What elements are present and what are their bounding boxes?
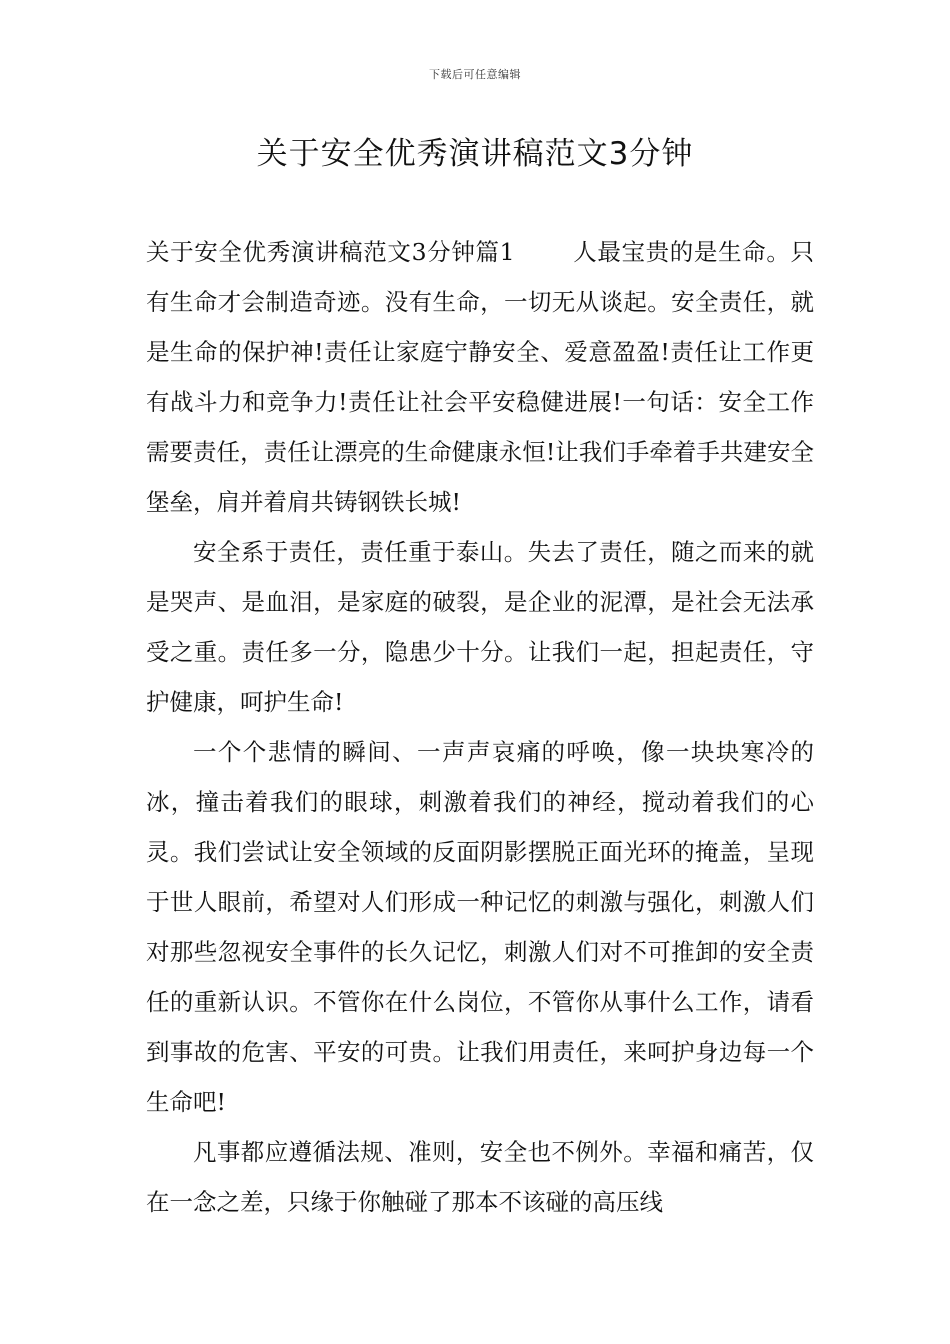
section-heading: 关于安全优秀演讲稿范文3分钟篇1 [146, 238, 515, 266]
paragraph-1-text: 人最宝贵的是生命。只有生命才会制造奇迹。没有生命，一切无从谈起。安全责任，就是生命的保护神!责任让家庭宁静安全、爱意盈盈!责任让工作更有战斗力和竞争力!责任让社会平安稳健进展!一句话：安全工作需要责任，责任让漂亮的生命健康永恒!让我们手牵着手共建安全堡垒，肩并着肩共铸钢铁长城! [146, 238, 814, 516]
paragraph-4: 凡事都应遵循法规、准则，安全也不例外。幸福和痛苦，仅在一念之差，只缘于你触碰了那本不该碰的高压线 [146, 1138, 814, 1216]
paragraph-3: 一个个悲情的瞬间、一声声哀痛的呼唤，像一块块寒冷的冰，撞击着我们的眼球，刺激着我们的神经，搅动着我们的心灵。我们尝试让安全领域的反面阴影摆脱正面光环的掩盖，呈现于世人眼前，希望对人们形成一种记忆的刺激与强化，刺激人们对那些忽视安全事件的长久记忆，刺激人们对不可推卸的安全责任的重新认识。不管你在什么岗位，不管你从事什么工作，请看到事故的危害、平安的可贵。让我们用责任，来呵护身边每一个生命吧! [146, 738, 814, 1116]
paragraph-1 [146, 227, 814, 527]
document-title: 关于安全优秀演讲稿范文3分钟 [256, 136, 694, 172]
document-body [146, 227, 814, 1227]
paragraph-2: 安全系于责任，责任重于泰山。失去了责任，随之而来的就是哭声、是血泪，是家庭的破裂，是企业的泥潭，是社会无法承受之重。责任多一分，隐患少十分。让我们一起，担起责任，守护健康，呵护生命! [146, 538, 814, 716]
header-note: 下载后可任意编辑 [429, 68, 521, 81]
